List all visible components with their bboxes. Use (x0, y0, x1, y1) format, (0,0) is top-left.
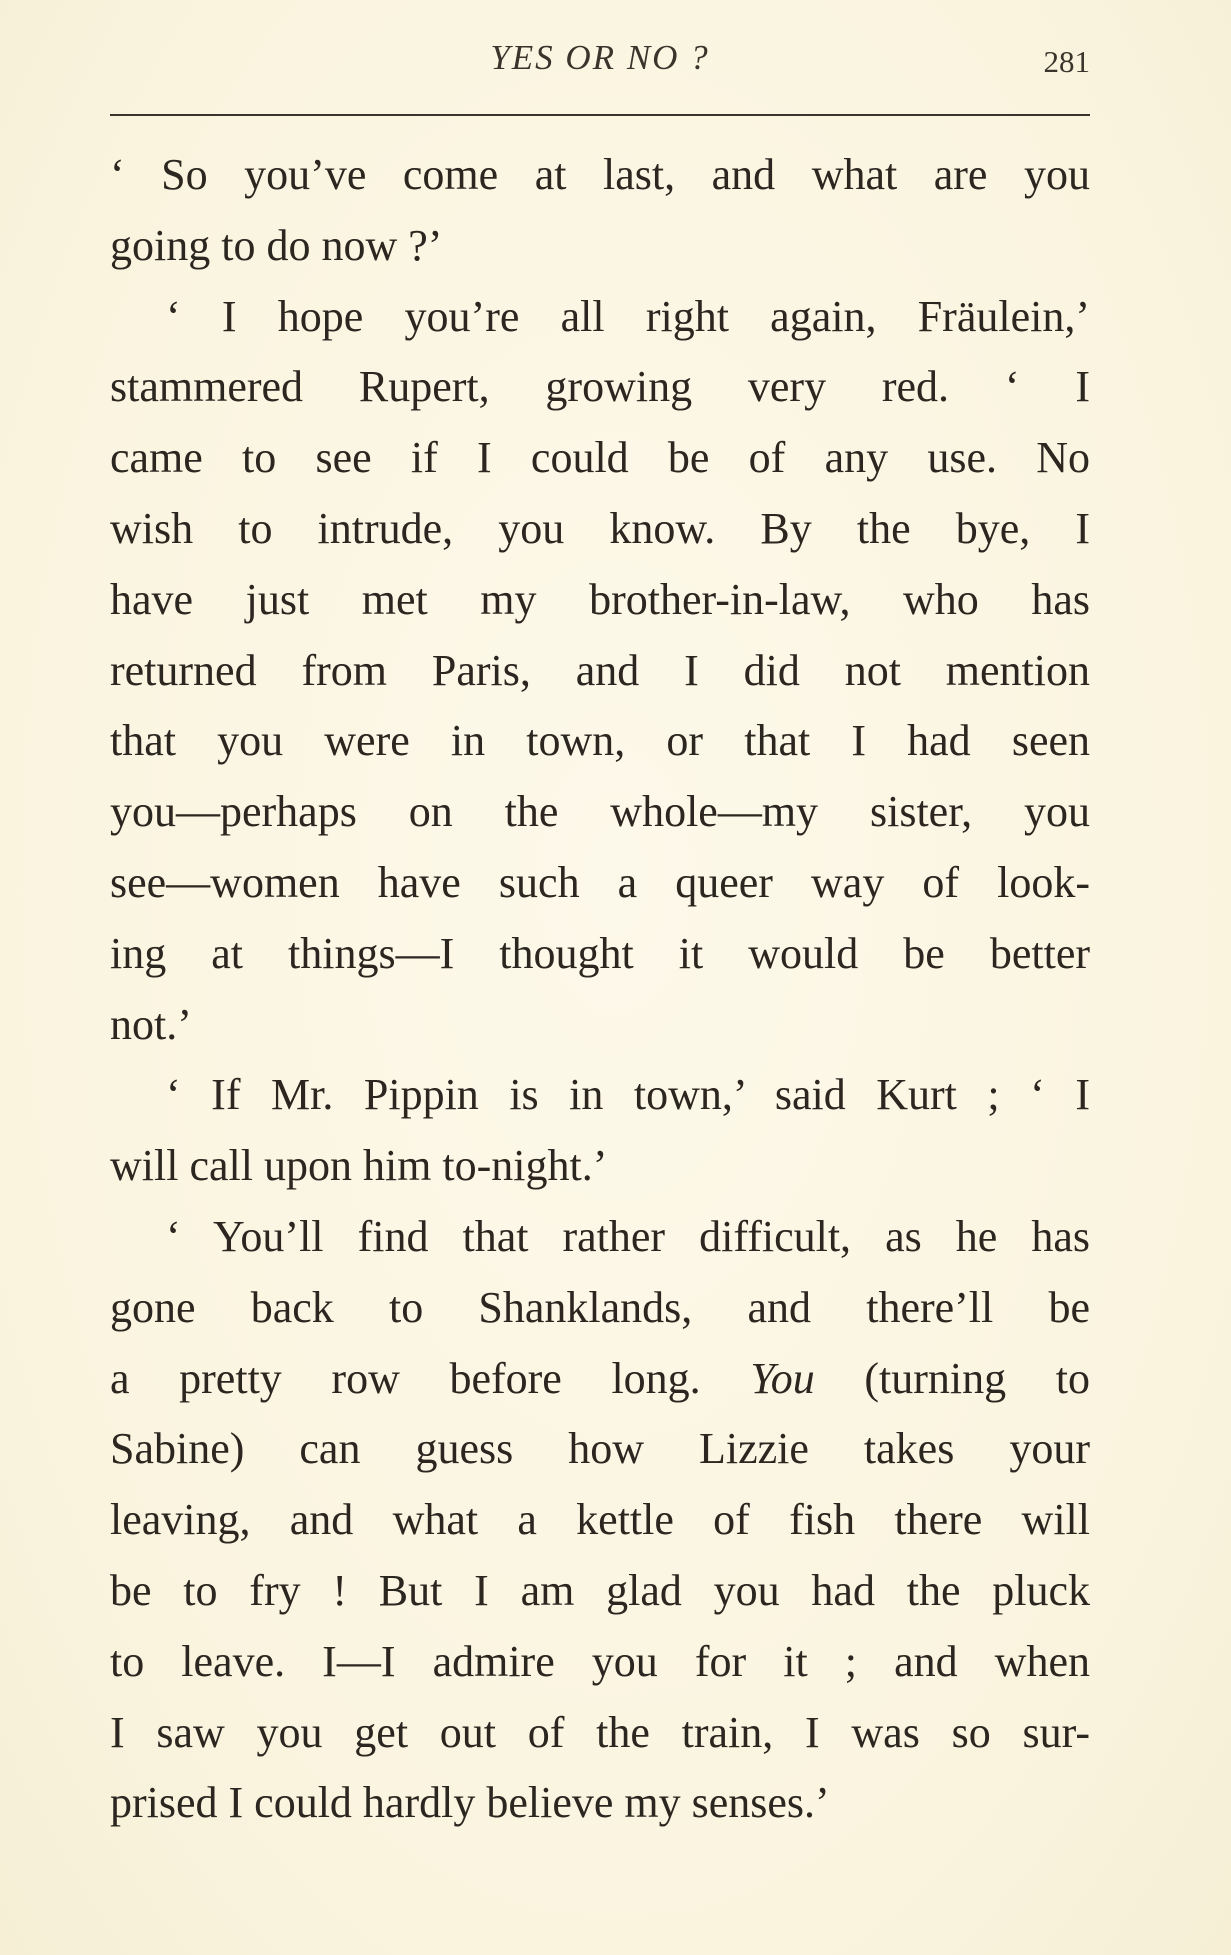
text-line: have just met my brother-in-law, who has (110, 574, 1090, 624)
text-line: ‘ You’ll find that rather difficult, as he has (166, 1211, 1090, 1261)
text-line: see—women have such a queer way of look- (110, 857, 1090, 907)
text-line: ‘ I hope you’re all right again, Fräulein,’ (166, 291, 1090, 341)
text-line: ‘ If Mr. Pippin is in town,’ said Kurt ; ‘ I (166, 1070, 1090, 1120)
text-line: be to fry ! But I am glad you had the pluck (110, 1565, 1090, 1615)
text-line: that you were in town, or that I had seen (110, 716, 1090, 766)
text-line: wish to intrude, you know. By the bye, I (110, 503, 1090, 553)
text-line-with-italic (110, 1344, 1090, 1415)
text-line: will call upon him to-night.’ (110, 1141, 608, 1191)
running-title: YES OR NO ? (490, 38, 710, 77)
text-line: stammered Rupert, growing very red. ‘ I (110, 362, 1090, 412)
text-line: I saw you get out of the train, I was so sur- (110, 1707, 1090, 1757)
text-line: to leave. I—I admire you for it ; and when (110, 1636, 1090, 1686)
running-head (110, 38, 1090, 90)
text-segment: (turning to (814, 1353, 1090, 1403)
page-number: 281 (1043, 44, 1090, 79)
text-segment: a pretty row before long. (110, 1353, 751, 1403)
text-line: returned from Paris, and I did not mention (110, 645, 1090, 695)
text-line: gone back to Shanklands, and there’ll be (110, 1282, 1090, 1332)
text-line: Sabine) can guess how Lizzie takes your (110, 1424, 1090, 1474)
text-line: prised I could hardly believe my senses.’ (110, 1778, 830, 1828)
body-text (110, 140, 1090, 1839)
header-rule (110, 114, 1090, 116)
text-line: came to see if I could be of any use. No (110, 433, 1090, 483)
text-line: leaving, and what a kettle of fish there will (110, 1495, 1090, 1545)
italic-emphasis: You (750, 1353, 815, 1403)
text-line: not.’ (110, 999, 192, 1049)
text-line: ing at things—I thought it would be better (110, 928, 1090, 978)
text-line: you—perhaps on the whole—my sister, you (110, 787, 1090, 837)
text-line: ‘ So you’ve come at last, and what are you (110, 150, 1090, 199)
text-line: going to do now ?’ (110, 220, 443, 270)
